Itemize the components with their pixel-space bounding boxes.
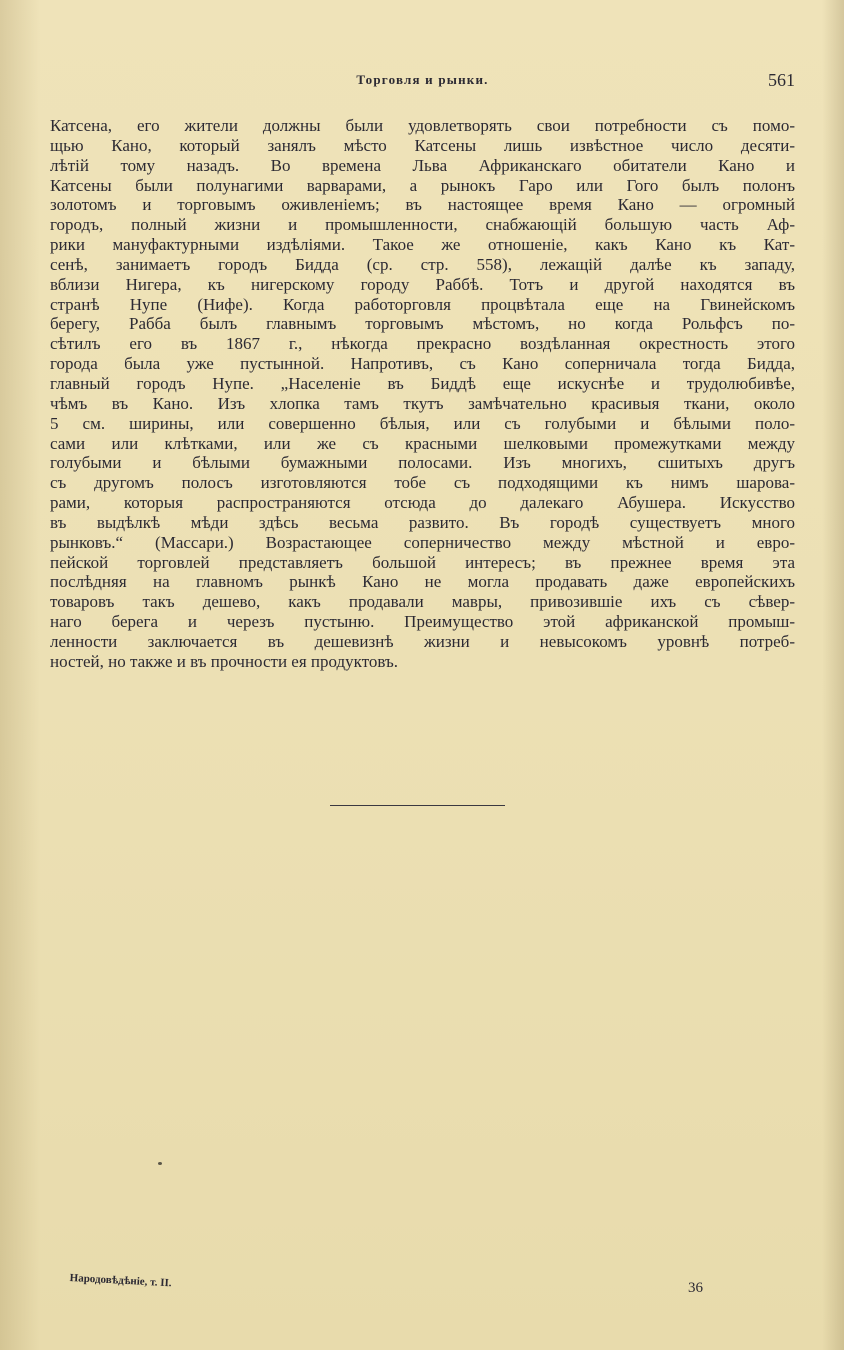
page-edge-shadow [822,0,844,1350]
text-line: рынковъ.“ (Массари.) Возрастающее соперничество между мѣстной и евро- [50,532,795,552]
text-line: Катсена, его жители должны были удовлетворять свои потребности съ помо- [50,116,795,135]
footer-signature: Народовѣдѣніе, т. II. [69,1272,172,1290]
text-line: городъ, полный жизни и промышленности, снабжающій большую часть Аф- [50,215,795,235]
text-line: города была уже пустынной. Напротивъ, съ Кано соперничала тогда Бидда, [50,354,795,374]
text-line: съ другомъ полосъ изготовляются тобе съ подходящими къ нимъ шарова- [50,473,795,493]
text-line: лѣтій тому назадъ. Во времена Льва Африканскаго обитатели Кано и [50,155,795,175]
section-separator-rule [330,805,505,806]
text-line: сѣтилъ его въ 1867 г., нѣкогда прекрасно воздѣланная окрестность этого [50,334,795,354]
text-line: ленности заключается въ дешевизнѣ жизни и невысокомъ уровнѣ потреб- [50,631,795,651]
text-line: товаровъ такъ дешево, какъ продавали мавры, привозившіе ихъ съ сѣвер- [50,592,795,612]
text-line: странѣ Нупе (Нифе). Когда работорговля процвѣтала еще на Гвинейскомъ [50,294,795,314]
text-line: въ выдѣлкѣ мѣди здѣсь весьма развито. Въ городѣ существуетъ много [50,512,795,532]
text-line: чѣмъ въ Кано. Изъ хлопка тамъ ткутъ замѣчательно красивыя ткани, около [50,393,795,413]
paper-speck [158,1162,162,1165]
text-line: пейской торговлей представляетъ большой интересъ; въ прежнее время эта [50,552,795,572]
text-line: вблизи Нигера, къ нигерскому городу Раббѣ. Тотъ и другой находятся въ [50,274,795,294]
text-line: сами или клѣтками, или же съ красными шелковыми промежутками между [50,433,795,453]
text-line: рами, которыя распространяются отсюда до далекаго Абушера. Искусство [50,493,795,513]
text-line: 5 см. ширины, или совершенно бѣлыя, или съ голубыми и бѣлыми поло- [50,413,795,433]
page-header [50,70,795,94]
text-line: голубыми и бѣлыми бумажными полосами. Изъ многихъ, сшитыхъ другъ [50,453,795,473]
text-line: наго берега и черезъ пустыню. Преимущество этой африканской промыш- [50,612,795,632]
text-line: берегу, Рабба былъ главнымъ торговымъ мѣстомъ, но когда Рольфсъ по- [50,314,795,334]
page-number: 561 [768,70,795,90]
text-line: послѣдняя на главномъ рынкѣ Кано не могла продавать даже европейскихъ [50,572,795,592]
text-line: золотомъ и торговымъ оживленіемъ; въ настоящее время Кано — огромный [50,195,795,215]
text-line: главный городъ Нупе. „Населеніе въ Биддѣ еще искуснѣе и трудолюбивѣе, [50,373,795,393]
text-line: сенѣ, занимаетъ городъ Бидда (ср. стр. 558), лежащій далѣе къ западу, [50,254,795,274]
footer-sheet-number: 36 [688,1280,703,1296]
body-text [50,116,795,672]
text-line-last: ностей, но также и въ прочности ея продуктовъ. [50,651,399,671]
text-line: щью Кано, который занялъ мѣсто Катсены лишь извѣстное число десяти- [50,135,795,155]
text-line: Катсены были полунагими варварами, а рынокъ Гаро или Гого былъ полонъ [50,175,795,195]
running-title: Торговля и рынки. [356,72,489,87]
text-line: рики мануфактурными издѣліями. Такое же отношеніе, какъ Кано къ Кат- [50,235,795,255]
